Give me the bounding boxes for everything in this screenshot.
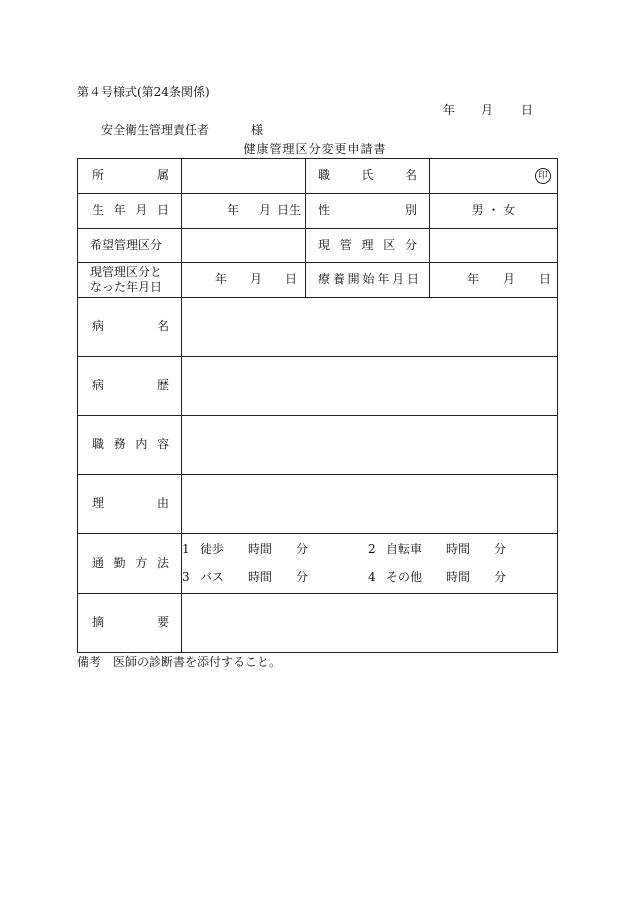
commute-field	[182, 534, 558, 594]
form-title: 健康管理区分変更申請書	[243, 142, 387, 156]
job-description-label: 職 務 内 容	[78, 416, 182, 475]
summary-label: 摘 要	[78, 594, 182, 653]
name-field[interactable]	[430, 159, 558, 194]
treatment-start-field[interactable]: 年 月 日	[430, 263, 558, 298]
current-class-date-field[interactable]: 年 月 日	[182, 263, 306, 298]
submission-date	[443, 104, 533, 116]
birthdate-label: 生 年 月 日	[78, 194, 182, 229]
affiliation-label: 所 属	[78, 159, 182, 194]
addressee	[101, 124, 263, 136]
row-affiliation-name	[78, 159, 558, 194]
application-form-table	[77, 158, 558, 653]
row-birthdate-sex	[78, 194, 558, 229]
row-commute	[78, 534, 558, 594]
reason-label: 理 由	[78, 475, 182, 534]
row-class	[78, 229, 558, 263]
disease-name-field[interactable]	[182, 298, 558, 357]
commute-label: 通 勤 方 法	[78, 534, 182, 594]
name-label: 職 氏 名	[306, 159, 430, 194]
current-class-field[interactable]	[430, 229, 558, 263]
treatment-start-label: 療 養 開 始 年 月 日	[306, 263, 430, 298]
row-dates	[78, 263, 558, 298]
form-number: 第４号様式(第24条関係)	[77, 85, 210, 99]
commute-row	[182, 564, 557, 592]
addressee-suffix: 様	[251, 123, 264, 137]
commute-row	[182, 536, 557, 564]
seal-icon: 印	[535, 168, 551, 184]
summary-field[interactable]	[182, 594, 558, 653]
row-summary	[78, 594, 558, 653]
birthdate-field[interactable]: 年 月 日生	[182, 194, 306, 229]
row-medical-history	[78, 357, 558, 416]
medical-history-field[interactable]	[182, 357, 558, 416]
row-job-description	[78, 416, 558, 475]
current-class-date-label: 現管理区分と なった年月日	[78, 263, 182, 298]
medical-history-label: 病 歴	[78, 357, 182, 416]
commute-option-bus[interactable]: 3 バス 時間 分	[182, 569, 309, 584]
reason-field[interactable]	[182, 475, 558, 534]
sex-label: 性 別	[306, 194, 430, 229]
job-description-field[interactable]	[182, 416, 558, 475]
sex-field[interactable]: 男 ・ 女	[430, 194, 558, 229]
disease-name-label: 病 名	[78, 298, 182, 357]
row-disease-name	[78, 298, 558, 357]
remarks-note: 備考 医師の診断書を添付すること。	[77, 655, 282, 669]
date-year-label: 年	[443, 103, 456, 117]
commute-option-walk[interactable]: 1 徒歩 時間 分	[182, 541, 309, 556]
desired-class-field[interactable]	[182, 229, 306, 263]
commute-option-other[interactable]: 4 その他 時間 分	[368, 569, 507, 584]
current-class-label: 現 管 理 区 分	[306, 229, 430, 263]
date-day-label: 日	[521, 103, 534, 117]
commute-option-bicycle[interactable]: 2 自転車 時間 分	[368, 541, 507, 556]
date-month-label: 月	[481, 103, 494, 117]
desired-class-label: 希望管理区分	[78, 229, 182, 263]
row-reason	[78, 475, 558, 534]
affiliation-field[interactable]	[182, 159, 306, 194]
addressee-title: 安全衛生管理責任者	[101, 123, 210, 137]
